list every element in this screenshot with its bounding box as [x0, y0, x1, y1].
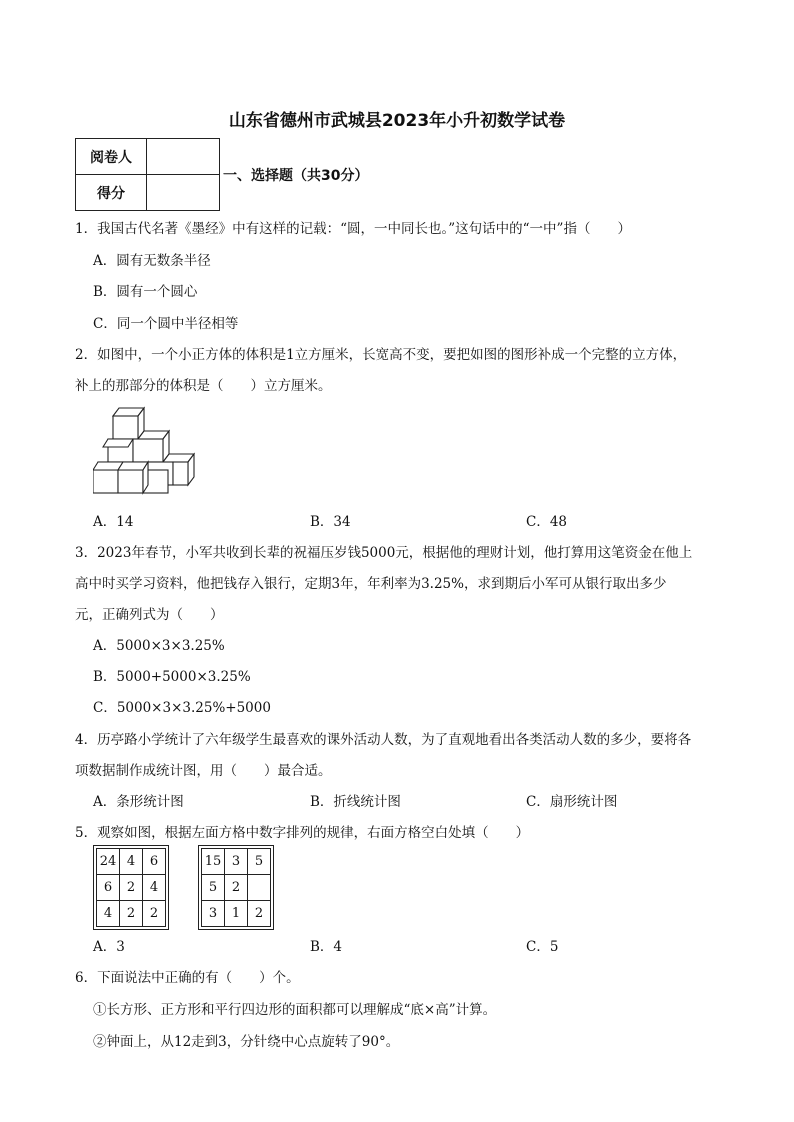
q6-statement-2: ②钟面上，从12走到3，分针绕中心点旋转了90°。	[93, 1034, 400, 1050]
q6-stem: 6．下面说法中正确的有（ ）个。	[75, 970, 300, 986]
right-grid-cell: 1	[225, 901, 248, 927]
section-title: 一、选择题（共30分）	[223, 168, 369, 184]
q5-option-b[interactable]: B．4	[310, 939, 343, 955]
q1-option-c[interactable]: C．同一个圆中半径相等	[93, 316, 239, 332]
q4-option-b[interactable]: B．折线统计图	[310, 794, 401, 810]
q2-stem-line2: 补上的那部分的体积是（ ）立方厘米。	[75, 378, 332, 394]
q2-option-a[interactable]: A．14	[93, 514, 134, 530]
q1-option-a[interactable]: A．圆有无数条半径	[93, 253, 211, 269]
q2-stem-line1: 2．如图中，一个小正方体的体积是1立方厘米，长宽高不变，要把如图的图形补成一个完整的立方体，	[75, 347, 687, 363]
q3-option-b[interactable]: B．5000+5000×3.25%	[93, 669, 251, 685]
left-grid-cell: 2	[143, 901, 166, 927]
q4-option-c[interactable]: C．扇形统计图	[526, 794, 618, 810]
right-grid-cell: 5	[202, 875, 225, 901]
left-grid-cell: 24	[97, 849, 120, 875]
cube-stack-figure	[93, 404, 208, 496]
right-grid-cell: 3	[202, 901, 225, 927]
q3-stem-line3: 元，正确列式为（ ）	[75, 607, 224, 623]
right-grid-cell: 15	[202, 849, 225, 875]
right-number-grid	[198, 845, 274, 930]
q3-stem-line2: 高中时买学习资料，他把钱存入银行，定期3年，年利率为3.25%，求到期后小军可从银行取出多少	[75, 576, 667, 592]
right-grid-blank-cell[interactable]	[248, 875, 271, 901]
score-table	[75, 138, 220, 211]
right-grid-cell: 2	[248, 901, 271, 927]
right-grid-cell: 2	[225, 875, 248, 901]
left-number-grid	[93, 845, 169, 930]
q3-option-c[interactable]: C．5000×3×3.25%+5000	[93, 700, 271, 716]
q1-stem: 1．我国古代名著《墨经》中有这样的记载：“圆，一中同长也。”这句话中的“一中”指（ ）	[75, 221, 631, 237]
left-grid-cell: 6	[143, 849, 166, 875]
q5-stem: 5．观察如图，根据左面方格中数字排列的规律，右面方格空白处填（ ）	[75, 825, 530, 841]
q4-option-a[interactable]: A．条形统计图	[93, 794, 184, 810]
right-grid-cell: 5	[248, 849, 271, 875]
q3-stem-line1: 3．2023年春节，小军共收到长辈的祝福压岁钱5000元，根据他的理财计划，他打算用这笔资金在他上	[75, 545, 693, 561]
left-grid-cell: 4	[120, 849, 143, 875]
q1-option-b[interactable]: B．圆有一个圆心	[93, 284, 198, 300]
reviewer-label: 阅卷人	[76, 139, 147, 175]
q6-statement-1: ①长方形、正方形和平行四边形的面积都可以理解成“底×高”计算。	[93, 1002, 497, 1018]
left-grid-cell: 4	[143, 875, 166, 901]
left-grid-cell: 6	[97, 875, 120, 901]
exam-title: 山东省德州市武城县2023年小升初数学试卷	[228, 111, 566, 131]
q3-option-a[interactable]: A．5000×3×3.25%	[93, 638, 225, 654]
q5-option-a[interactable]: A．3	[93, 939, 125, 955]
left-grid-cell: 2	[120, 901, 143, 927]
score-cell[interactable]	[147, 175, 220, 211]
q4-stem-line1: 4．历亭路小学统计了六年级学生最喜欢的课外活动人数，为了直观地看出各类活动人数的多少，要将各	[75, 732, 692, 748]
score-label: 得分	[76, 175, 147, 211]
q5-option-c[interactable]: C．5	[526, 939, 559, 955]
left-grid-cell: 4	[97, 901, 120, 927]
reviewer-cell[interactable]	[147, 139, 220, 175]
right-grid-cell: 3	[225, 849, 248, 875]
q2-option-c[interactable]: C．48	[526, 514, 568, 530]
q2-option-b[interactable]: B．34	[310, 514, 351, 530]
left-grid-cell: 2	[120, 875, 143, 901]
q4-stem-line2: 项数据制作成统计图，用（ ）最合适。	[75, 763, 332, 779]
